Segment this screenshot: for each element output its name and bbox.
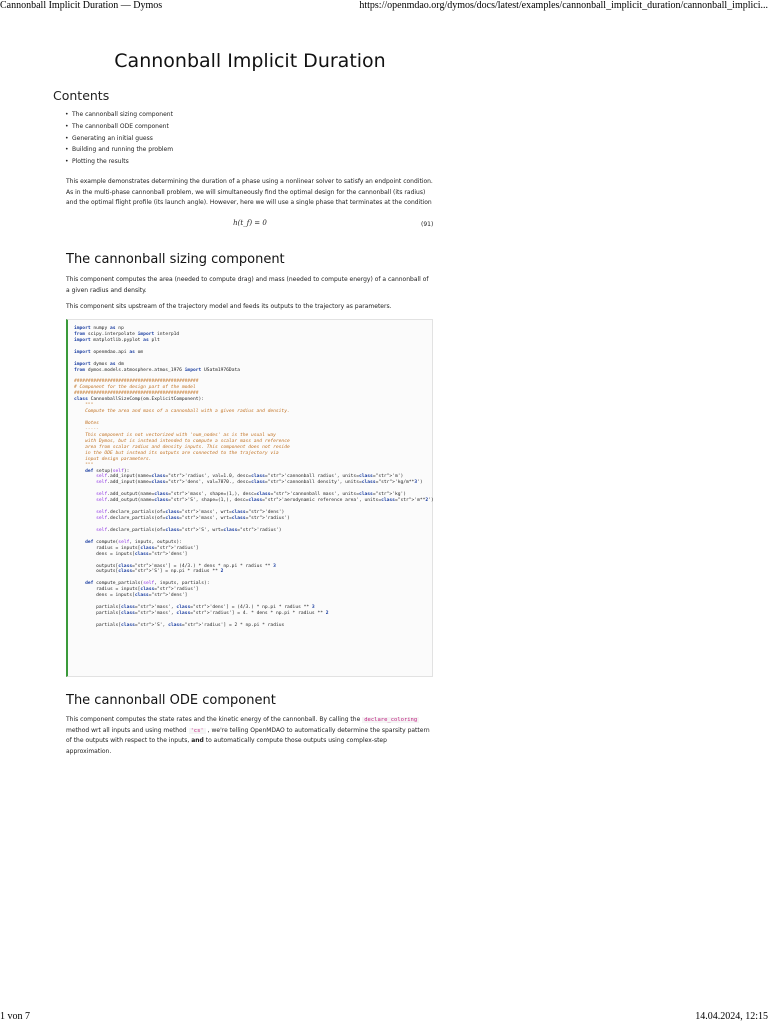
ode-section-title: The cannonball ODE component bbox=[66, 693, 276, 708]
toc-item-initial-guess[interactable]: • Generating an initial guess bbox=[72, 133, 173, 145]
code-line: with Dymos, but is instead intended to compute a scalar mass and reference bbox=[74, 438, 290, 444]
code-line: self.add_input(name=class="str">'dens', val=7870., desc=class="str">'cannonball density', units=class="str">'kg/m**3') bbox=[96, 480, 423, 486]
equation: h(t_f) = 0 bbox=[233, 219, 267, 227]
toc-item-plotting[interactable]: • Plotting the results bbox=[72, 156, 173, 168]
print-header-url: https://openmdao.org/dymos/docs/latest/examples/cannonball_implicit_duration/cannonball_implici... bbox=[359, 0, 768, 11]
code-line: """ bbox=[74, 403, 94, 409]
code-line: dens = inputs[class="str">'dens'] bbox=[74, 593, 188, 599]
sizing-paragraph-1: This component computes the area (needed to compute drag) and mass (needed to compute energy) of a cannonball of a given radius and density. bbox=[66, 276, 429, 294]
equation-number: (91) bbox=[421, 221, 434, 228]
code-line: ############################################# bbox=[74, 391, 199, 397]
code-line: """ bbox=[74, 462, 94, 468]
code-line: input design parameters. bbox=[74, 456, 152, 462]
code-line: dens = inputs[class="str">'dens'] bbox=[74, 551, 188, 557]
page-title: Cannonball Implicit Duration bbox=[114, 50, 386, 72]
code-line: partials[class="str">'mass', class="str">'dens'] = (4/3.) * np.pi * radius ** 3 bbox=[74, 605, 315, 611]
code-line: self.declare_partials(of=class="str">'S', wrt=class="str">'radius') bbox=[96, 527, 282, 533]
code-line: outputs[class="str">'S'] = np.pi * radius ** 2 bbox=[74, 569, 224, 575]
inline-code-cs: 'cs' bbox=[190, 727, 204, 734]
code-line: radius = inputs[class="str">'radius'] bbox=[74, 545, 199, 551]
code-line: from scipy.interpolate import interp1d bbox=[74, 331, 180, 337]
code-line: import matplotlib.pyplot as plt bbox=[74, 337, 160, 343]
code-line: Compute the area and mass of a cannonball with a given radius and density. bbox=[74, 409, 290, 415]
code-line: import openmdao.api as om bbox=[74, 349, 144, 355]
code-line: outputs[class="str">'mass'] = (4/3.) * dens * np.pi * radius ** 3 bbox=[74, 563, 276, 569]
code-line: # Component for the design part of the model bbox=[74, 385, 196, 391]
code-line: self.add_output(name=class="str">'mass', shape=(1,), desc=class="str">'cannonball mass', units=class="str">'kg') bbox=[96, 492, 407, 498]
code-line: ----- bbox=[74, 426, 99, 432]
print-footer-timestamp: 14.04.2024, 12:15 bbox=[695, 1011, 768, 1022]
sizing-section-title: The cannonball sizing component bbox=[66, 252, 285, 267]
toc-item-building[interactable]: • Building and running the problem bbox=[72, 144, 173, 156]
code-line: This component is not vectorized with 'num_nodes' as is the usual way bbox=[74, 432, 276, 438]
code-line: self.add_input(name=class="str">'radius', val=1.0, desc=class="str">'cannonball radius', units=class="str">'m') bbox=[96, 474, 404, 480]
sizing-paragraph-2: This component sits upstream of the trajectory model and feeds its outputs to the trajectory as parameters. bbox=[66, 303, 392, 310]
contents-heading: Contents bbox=[53, 88, 110, 103]
toc-item-ode[interactable]: • The cannonball ODE component bbox=[72, 121, 173, 133]
print-footer-page: 1 von 7 bbox=[0, 1011, 30, 1022]
inline-code-declare-coloring: declare_coloring bbox=[364, 717, 418, 723]
print-header-title: Cannonball Implicit Duration — Dymos bbox=[0, 0, 163, 11]
toc-item-sizing[interactable]: • The cannonball sizing component bbox=[72, 109, 173, 121]
code-line: self.add_output(name=class="str">'S', shape=(1,), desc=class="str">'aerodynamic reference area', units=class="str">'m**2') bbox=[96, 498, 434, 504]
code-line: partials[class="str">'mass', class="str">'radius'] = 4. * dens * np.pi * radius ** 2 bbox=[74, 611, 329, 616]
code-line: class CannonballSizeComp(om.ExplicitComponent): bbox=[74, 397, 205, 403]
code-line: from dymos.models.atmosphere.atmos_1976 import USatm1976Data bbox=[74, 367, 240, 373]
code-content bbox=[68, 320, 432, 629]
code-line: import numpy as np bbox=[74, 326, 124, 331]
code-line: Notes bbox=[74, 421, 99, 426]
code-line: partials[class="str">'S', class="str">'radius'] = 2 * np.pi * radius bbox=[74, 622, 285, 628]
code-line: area from scalar radius and density inputs. This component does not reside bbox=[74, 444, 290, 450]
code-line: radius = inputs[class="str">'radius'] bbox=[74, 587, 199, 593]
code-line: import dymos as dm bbox=[74, 361, 124, 367]
code-block[interactable] bbox=[66, 319, 433, 677]
table-of-contents bbox=[64, 109, 173, 168]
code-line: def setup(self): bbox=[85, 468, 130, 474]
code-line: self.declare_partials(of=class="str">'mass', wrt=class="str">'dens') bbox=[96, 510, 285, 516]
code-line: self.declare_partials(of=class="str">'mass', wrt=class="str">'radius') bbox=[96, 516, 290, 521]
code-line: in the ODE but instead its outputs are connected to the trajectory via bbox=[74, 450, 279, 456]
code-line: def compute_partials(self, inputs, partials): bbox=[85, 581, 210, 587]
code-line: def compute(self, inputs, outputs): bbox=[85, 539, 182, 545]
ode-paragraph: This component computes the state rates and the kinetic energy of the cannonball. By calling the declare_coloring method wrt all inputs and using method 'cs' , we're telling OpenMDAO to automatically determine the sparsity pattern of the outputs with respect to the inputs, and to automatically compute those outputs using complex-step approximation. bbox=[66, 716, 430, 755]
intro-paragraph: This example demonstrates determining the duration of a phase using a nonlinear solver to satisfy an endpoint condition. As in the multi-phase cannonball problem, we will simultaneously find the optimal design for the cannonball (its radius) and the optimal flight profile (its launch angle). However, here we will use a single phase that terminates at the condition bbox=[66, 178, 433, 207]
code-line: ############################################# bbox=[74, 379, 199, 385]
